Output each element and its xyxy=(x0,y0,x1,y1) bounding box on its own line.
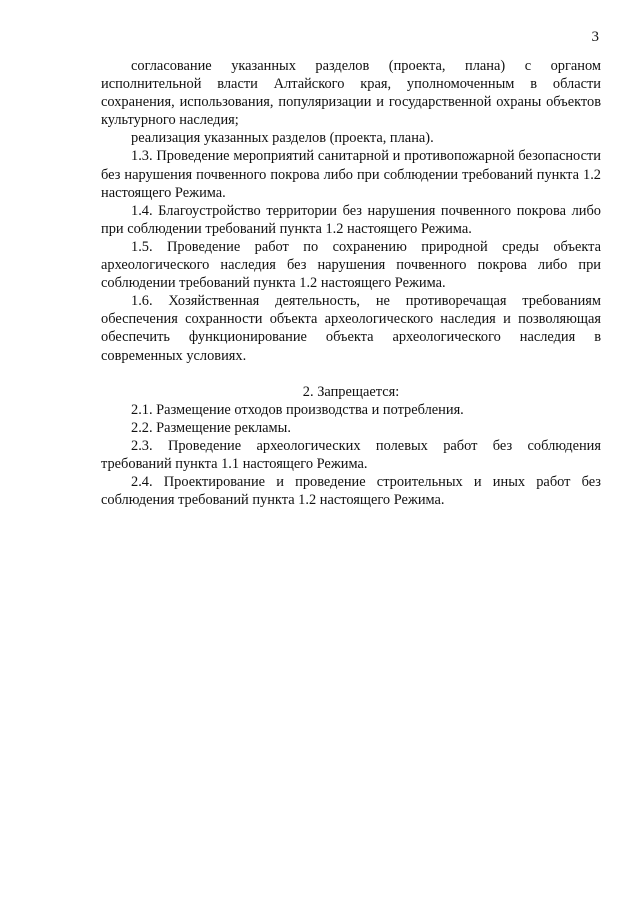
paragraph-2-1: 2.1. Размещение отходов производства и потребления. xyxy=(131,401,464,418)
paragraph-2-4: 2.4. Проектирование и проведение строительных и иных работ без соблюдения требований пункта 1.2 настоящего Режима. xyxy=(101,474,601,509)
paragraph-2-2: 2.2. Размещение рекламы. xyxy=(131,419,291,436)
document-body xyxy=(101,57,601,509)
paragraph-1-3: 1.3. Проведение мероприятий санитарной и противопожарной безопасности без нарушения почвенного покрова либо при соблюдении требований пункта 1.2 настоящего Режима. xyxy=(101,148,601,201)
page-number: 3 xyxy=(591,29,599,45)
paragraph-1-5: 1.5. Проведение работ по сохранению природной среды объекта археологического наследия без нарушения почвенного покрова либо при соблюдении требований пункта 1.2 настоящего Режима. xyxy=(101,238,601,292)
paragraph-1-4: 1.4. Благоустройство территории без нарушения почвенного покрова либо при соблюдении требований пункта 1.2 настоящего Режима. xyxy=(101,202,601,237)
paragraph-1-6: 1.6. Хозяйственная деятельность, не противоречащая требованиям обеспечения сохранности объекта археологического наследия и позволяющая обеспечить функционирование объекта археологического наследия в современных условиях. xyxy=(101,293,601,364)
paragraph-2-3: 2.3. Проведение археологических полевых работ без соблюдения требований пункта 1.1 настоящего Режима. xyxy=(101,437,601,472)
paragraph-implementation: реализация указанных разделов (проекта, плана). xyxy=(131,130,434,147)
paragraph-approval: согласование указанных разделов (проекта, плана) с органом исполнительной власти Алтайского края, уполномоченным в области сохранения, использования, популяризации и государственной охраны объектов культурного наследия; xyxy=(101,58,601,129)
section-heading-prohibited: 2. Запрещается: xyxy=(302,383,400,400)
